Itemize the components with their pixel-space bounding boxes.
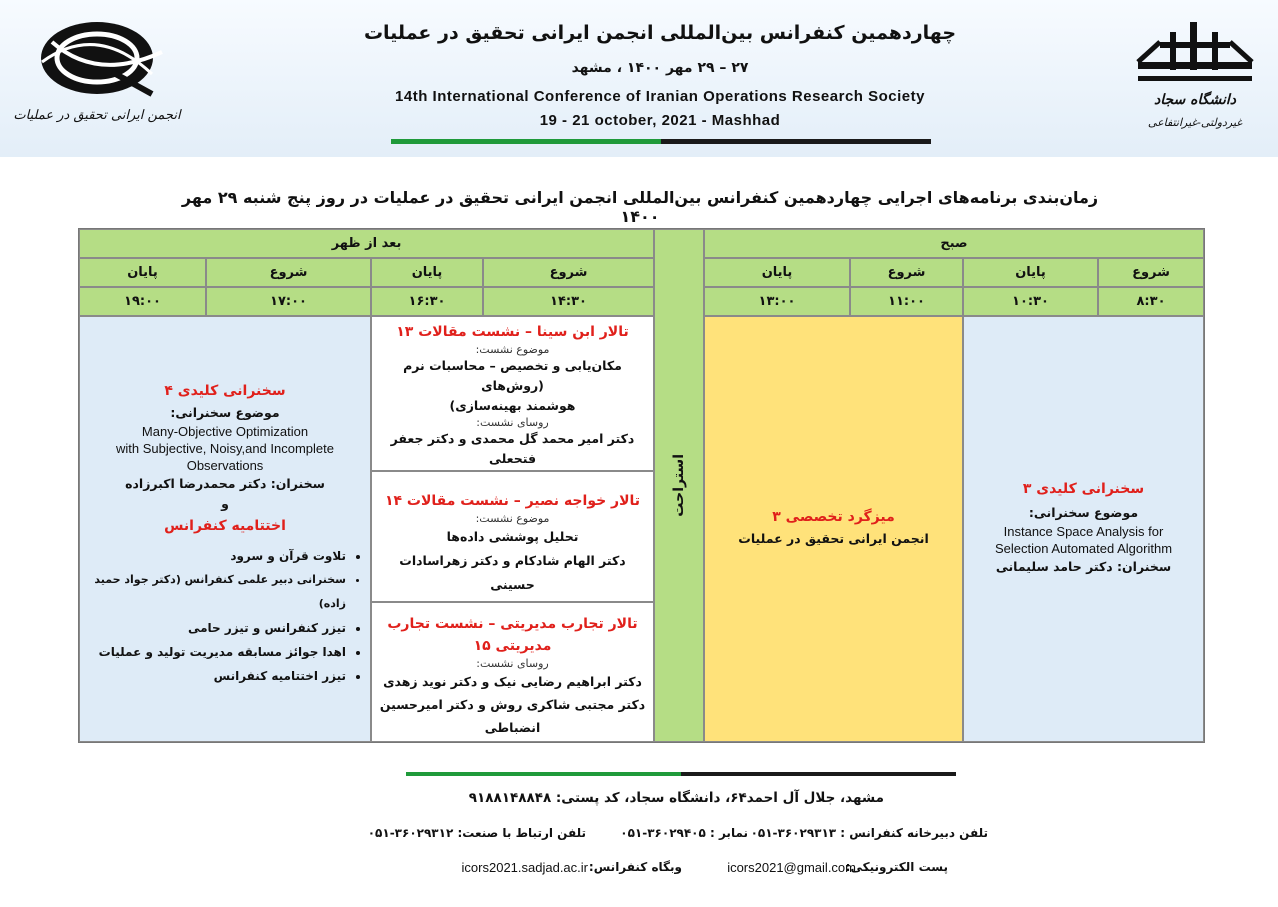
sadjad-logo [1130, 18, 1260, 138]
m2-start-time: ۱۱:۰۰ [850, 287, 963, 316]
closing-item: • سخنرانی دبیر علمی کنفرانس (دکتر جواد حمید زاده) [86, 568, 346, 616]
keynote-4-block [79, 316, 371, 742]
session-15-chairs-label: روسای نشست: [476, 657, 549, 670]
session-13-chairs-label: روسای نشست: [476, 416, 549, 429]
keynote-3-block [963, 316, 1204, 742]
footer-phone-secretariat: تلفن دبیرخانه کنفرانس : ۳۶۰۲۹۳۱۳-۰۵۱ [750, 826, 988, 840]
footer-email-link[interactable]: icors2021@gmail.com [727, 860, 856, 875]
conference-title-fa: چهاردهمین کنفرانس بین‌المللی انجمن ایرانی تحقیق در عملیات [363, 22, 957, 44]
session-14-block [371, 471, 654, 602]
a1-end-time: ۱۶:۳۰ [371, 287, 483, 316]
closing-item: • تلاوت قرآن و سرود [86, 544, 346, 568]
closing-item: • تیزر اختتامیه کنفرانس [86, 664, 346, 688]
footer-divider [406, 772, 956, 776]
a2-end-time: ۱۹:۰۰ [79, 287, 206, 316]
keynote-4-topic-line1: Many-Objective Optimization [141, 424, 309, 439]
panel-3-title: میزگرد تخصصی ۳ [772, 509, 895, 525]
iors-emblem-icon [12, 12, 182, 112]
keynote-3-speaker: سخنران: دکتر حامد سلیمانی [995, 559, 1172, 574]
session-15-chairs-line3: انضباطی [484, 720, 541, 735]
session-13-chairs: دکتر امیر محمد گل محمدی و دکتر جعفر فتحعلی [390, 431, 635, 466]
m2-start-label: شروع [850, 258, 963, 287]
m1-end-label: پایان [963, 258, 1098, 287]
keynote-3-topic-label: موضوع سخنرانی: [1028, 505, 1139, 520]
a1-start-time: ۱۴:۳۰ [483, 287, 654, 316]
session-13-block [371, 316, 654, 471]
a1-end-label: پایان [371, 258, 483, 287]
session-14-chairs: دکتر الهام شادکام و دکتر زهراسادات حسینی [399, 553, 626, 592]
session-14-title: تالار خواجه نصیر – نشست مقالات ۱۴ [384, 493, 641, 509]
keynote-4-topic-line2: with Subjective, Noisy,and Incomplete [116, 441, 334, 456]
a1-start-label: شروع [483, 258, 654, 287]
footer-fax: نمابر : ۳۶۰۲۹۴۰۵-۰۵۱ [620, 826, 748, 840]
panel-3-block [704, 316, 963, 742]
keynote-3-title: سخنرانی کلیدی ۳ [1022, 481, 1145, 497]
a2-start-label: شروع [206, 258, 371, 287]
header-divider [391, 139, 931, 144]
closing-ceremony-title: اختتامیه کنفرانس [164, 518, 286, 534]
footer-email-label: پست الکترونیکی: [845, 860, 948, 874]
m2-end-label: پایان [704, 258, 850, 287]
schedule-title: زمان‌بندی برنامه‌های اجرایی چهاردهمین کنفرانس بین‌المللی انجمن ایرانی تحقیق در عملیات در روز پنج شنبه ۲۹ مهر ۱۴۰۰ [181, 188, 1099, 226]
sadjad-logo-name: دانشگاه سجاد [1154, 92, 1236, 108]
schedule-table [78, 228, 1205, 743]
closing-item: • اهدا جوائز مسابقه مدیریت تولید و عملیات [86, 640, 346, 664]
keynote-4-conjunction: و [221, 496, 229, 511]
keynote-4-topic-label: موضوع سخنرانی: [170, 405, 280, 420]
conference-title-en: 14th International Conference of Iranian Operations Research Society [395, 88, 925, 105]
iors-logo [12, 12, 182, 142]
afternoon-header: بعد از ظهر [79, 229, 654, 258]
conference-header [0, 0, 1278, 157]
keynote-4-title: سخنرانی کلیدی ۴ [164, 383, 286, 399]
session-15-title: تالار تجارب مدیریتی – نشست تجارب مدیریتی ۱۵ [387, 616, 638, 654]
session-14-topic-label: موضوع نشست: [475, 512, 550, 525]
m1-start-time: ۸:۳۰ [1098, 287, 1204, 316]
session-15-block [371, 602, 654, 742]
footer-phone-industry: تلفن ارتباط با صنعت: ۳۶۰۲۹۳۱۲-۰۵۱ [367, 826, 586, 840]
m2-end-time: ۱۳:۰۰ [704, 287, 850, 316]
session-13-topic-label: موضوع نشست: [475, 343, 550, 356]
session-15-chairs-line2: دکتر مجتبی شاکری روش و دکتر امیرحسین [379, 697, 646, 712]
session-13-topic-line2: هوشمند بهینه‌سازی) [449, 398, 576, 413]
morning-header: صبح [704, 229, 1204, 258]
session-15-chairs-line1: دکتر ابراهیم رضایی نیک و دکتر نوید زهدی [383, 674, 642, 689]
footer-address: مشهد، جلال آل احمد۶۴، دانشگاه سجاد، کد پستی: ۹۱۸۸۱۴۸۸۴۸ [468, 790, 884, 806]
closing-ceremony-list [86, 544, 364, 688]
keynote-4-speaker: سخنران: دکتر محمدرضا اکبرزاده [125, 476, 325, 491]
a2-end-label: پایان [79, 258, 206, 287]
keynote-3-topic-line2: Selection Automated Algorithm [994, 541, 1173, 556]
sadjad-emblem-icon [1130, 18, 1260, 90]
rest-column [654, 229, 704, 742]
conference-date-en: 19 - 21 october, 2021 - Mashhad [539, 112, 781, 129]
session-13-topic-line1: مکان‌یابی و تخصیص – محاسبات نرم (روش‌های [403, 358, 622, 393]
footer-website-link[interactable]: icors2021.sadjad.ac.ir [461, 860, 588, 875]
keynote-4-topic-line3: Observations [186, 458, 264, 473]
footer-website-label: وبگاه کنفرانس: [588, 860, 682, 874]
session-14-topic: تحلیل پوششی داده‌ها [446, 529, 579, 544]
a2-start-time: ۱۷:۰۰ [206, 287, 371, 316]
m1-start-label: شروع [1098, 258, 1204, 287]
panel-3-subtitle: انجمن ایرانی تحقیق در عملیات [738, 531, 929, 546]
sadjad-logo-subtitle: غیردولتی-غیرانتفاعی [1147, 116, 1243, 129]
keynote-3-topic-line1: Instance Space Analysis for [1003, 524, 1164, 539]
closing-item: • تیزر کنفرانس و تیزر حامی [86, 616, 346, 640]
m1-end-time: ۱۰:۳۰ [963, 287, 1098, 316]
session-13-title: تالار ابن سینا – نشست مقالات ۱۳ [396, 324, 629, 340]
rest-label: استراحت [671, 454, 687, 517]
iors-logo-text: انجمن ایرانی تحقیق در عملیات [13, 108, 181, 123]
conference-date-fa: ۲۷ – ۲۹ مهر ۱۴۰۰ ، مشهد [571, 60, 749, 76]
